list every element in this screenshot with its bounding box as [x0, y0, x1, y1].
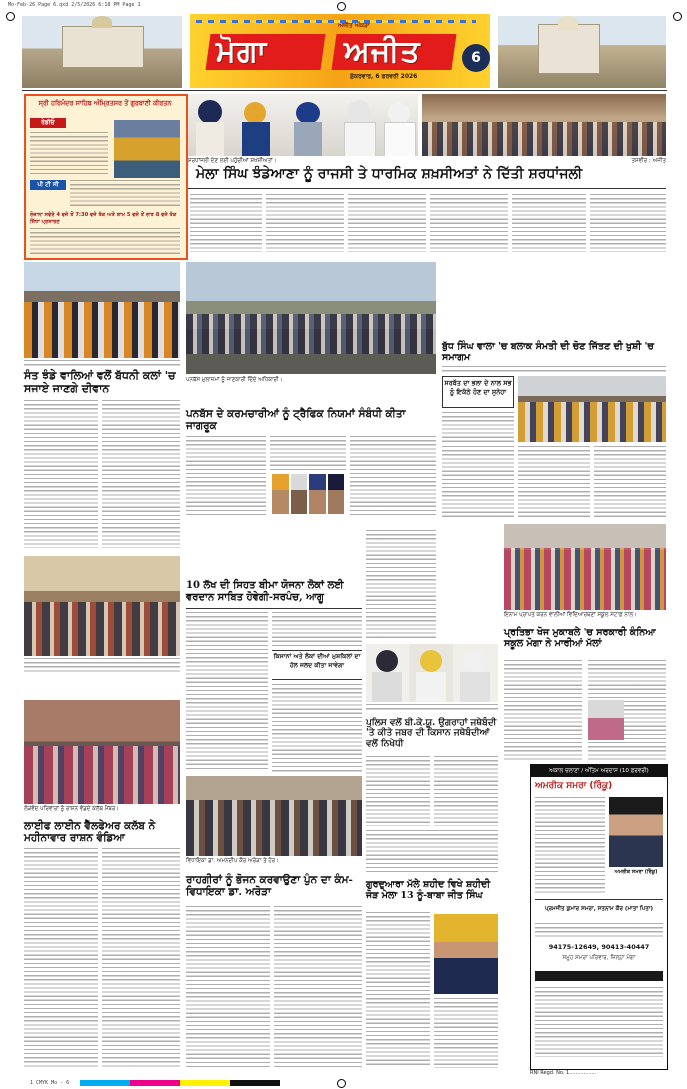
panbus-photo — [186, 262, 436, 374]
police-text-col-1 — [366, 756, 430, 826]
main-text-col-3 — [348, 194, 426, 252]
obituary-imprint — [535, 987, 663, 1057]
obituary-name: ਅਮਰੀਕ ਸਮਰਾ (ਰਿੰਕੂ) — [535, 781, 613, 791]
pratibha-headline: ਪ੍ਰਤਿਭਾ ਖੋਜ ਮੁਕਾਬਲੇ 'ਚ ਸਰਕਾਰੀ ਕੰਨਿਆ ਸਕੂਲ ਮੋਗਾ ਨੇ ਮਾਰੀਆਂ ਮੱਲਾਂ — [504, 627, 656, 649]
seated-group-caption — [24, 658, 180, 672]
registration-mark — [337, 2, 346, 11]
main-text-col-4 — [430, 194, 508, 252]
lifeline-headline: ਲਾਈਫ ਲਾਈਨ ਵੈੱਲਫੇਅਰ ਕਲੱਬ ਨੇ ਮਹੀਨਾਵਾਰ ਰਾਸ਼ਨ ਵੰਡਿਆ — [24, 820, 156, 845]
obituary-photo — [609, 797, 663, 867]
panbus-headline: ਪਨਬੱਸ ਦੇ ਕਰਮਚਾਰੀਆਂ ਨੂੰ ਟ੍ਰੈਫਿਕ ਨਿਯਮਾਂ ਸੰਬੰਧੀ ਕੀਤਾ ਜਾਗਰੂਕ — [186, 408, 406, 433]
masthead-date: ਸ਼ੁੱਕਰਵਾਰ, 6 ਫਰਵਰੀ 2026 — [350, 73, 418, 80]
sant-text-col-1 — [24, 400, 98, 548]
masthead-right-photo — [498, 16, 666, 88]
print-slug-top: Mo-Feb-26 Page 6.qxd 2/5/2026 6:18 PM Page 1 — [8, 2, 141, 8]
obituary-contact: 94175-12649, 90413-40447 — [548, 943, 650, 951]
headline-rule — [188, 188, 666, 189]
police-text-col-2 — [434, 756, 498, 826]
promo-text-3 — [30, 228, 180, 254]
obituary-family: ਪ੍ਰਮਜੀਤ ਕੁਮਾਰ ਸਮਰਾ, ਸਤਨਾਮ ਕੌਰ (ਮਾਤਾ ਪਿਤਾ) — [544, 906, 654, 912]
pratibha-portrait — [588, 700, 624, 740]
sehat-headline: 10 ਲੱਖ ਦੀ ਸਿਹਤ ਬੀਮਾ ਯੋਜਨਾ ਲੋਕਾਂ ਲਈ ਵਰਦਾਨ ਸਾਬਿਤ ਹੋਵੇਗੀ-ਸਰਪੰਚ, ਆਗੂ — [186, 580, 344, 603]
gurdwara-headline: ਗੁਰਦੁਆਰਾ ਮੱਲੇ ਸ਼ਹੀਦ ਵਿਖੇ ਸ਼ਹੀਦੀ ਜੋੜ ਮੇਲਾ 13 ਨੂੰ-ਬਾਬਾ ਜੀਤ ਸਿੰਘ — [366, 879, 491, 901]
rahgir-headline: ਰਾਹਗੀਰਾਂ ਨੂੰ ਭੋਜਨ ਕਰਵਾਉਣਾ ਪੁੰਨ ਦਾ ਕੰਮ- ਵਿਧਾਇਕਾ ਡਾ. ਅਰੋੜਾ — [186, 874, 353, 899]
obituary-photo-caption: ਅਮਰੀਕ ਸਮਰਾ (ਰਿੰਕੂ) — [614, 869, 658, 875]
registration-mark — [6, 12, 15, 21]
pratibha-photo — [504, 524, 666, 610]
budh-headline: ਬੁੱਧ ਸਿੰਘ ਵਾਲਾ 'ਚ ਬਲਾਕ ਸੰਮਤੀ ਦੀ ਚੋਣ ਜਿੱਤਣ ਦੀ ਖੁਸ਼ੀ 'ਚ ਸਮਾਗਮ — [442, 341, 654, 363]
panbus-text-col-2 — [270, 436, 346, 470]
main-text-col-1 — [190, 194, 262, 252]
seated-group-photo — [24, 556, 180, 656]
budh-text-col-4 — [594, 446, 666, 518]
promo-text-2 — [70, 180, 180, 208]
panbus-portraits — [272, 474, 344, 514]
main-text-col-5 — [512, 194, 586, 252]
rahgir-caption: ਵਿਧਾਇਕਾ ਡਾ. ਅਮਨਦੀਪ ਕੌਰ ਅਰੋੜਾ ਤੇ ਹੋਰ। — [186, 858, 279, 864]
rahgir-photo — [186, 776, 362, 856]
sehat-text-col-3 — [366, 530, 436, 640]
panbus-caption: ਪਨਬੱਸ ਮੁਲਾਜ਼ਮਾਂ ਨੂੰ ਜਾਣਕਾਰੀ ਦਿੰਦੇ ਅਧਿਕਾਰੀ। — [186, 377, 283, 383]
masthead-title-moga: ਮੋਗਾ — [216, 34, 268, 69]
panbus-text-col-1 — [186, 436, 266, 518]
sant-text-col-2 — [102, 400, 180, 548]
promo-box — [24, 94, 188, 260]
main-photo-gathering — [422, 94, 666, 156]
masthead-title-ajit: ਅਜੀਤ — [344, 34, 421, 69]
gurdwara-text-col-1 — [366, 912, 430, 1068]
pratibha-caption: ਇਨਾਮ ਪ੍ਰਾਪਤ ਕਰਨ ਵਾਲੀਆਂ ਵਿਦਿਆਰਥਣਾਂ ਸਕੂਲ ਸਟਾਫ਼ ਨਾਲ। — [504, 612, 637, 618]
print-line: RNI Regd. No. 1................. — [530, 1070, 597, 1076]
main-photo-credit: ਤਸਵੀਰ : ਅਜੀਤ — [631, 158, 666, 164]
obituary-text — [535, 797, 605, 893]
police-portraits — [366, 644, 498, 702]
obituary-family-text — [535, 923, 663, 939]
page-number-badge: 6 — [462, 44, 490, 72]
obituary-rule — [535, 899, 663, 900]
sehat-rule — [186, 608, 362, 609]
gurdwara-text-col-2 — [434, 998, 498, 1068]
sehat-pullquote: ਕਿਸਾਨਾਂ ਅਤੇ ਲੋਕਾਂ ਦੀਆਂ ਮੁਸ਼ਕਿਲਾਂ ਦਾ ਹੱਲ ਜਲਦ ਕੀਤਾ ਜਾਵੇਗਾ — [272, 650, 362, 680]
obituary-box — [530, 764, 668, 1070]
promo-text-1 — [30, 132, 108, 174]
budh-text-col-2 — [442, 446, 514, 518]
masthead-left-photo — [22, 16, 182, 88]
promo-chip-ptc: ਪੀ ਟੀ ਸੀ — [30, 180, 66, 190]
obituary-strip — [535, 971, 663, 981]
main-text-col-6 — [590, 194, 666, 252]
panbus-text-col-3 — [350, 436, 436, 518]
main-text-col-2 — [266, 194, 344, 252]
budh-text-col-1 — [442, 412, 514, 442]
budh-text-col-3 — [518, 446, 590, 518]
print-slug-bottom: 1 CMYK Mo - 6 — [30, 1080, 70, 1086]
sant-photo — [24, 262, 180, 358]
promo-chip-radio: ਰੇਡੀਓ — [30, 118, 66, 128]
golden-temple-photo — [114, 120, 180, 178]
lifeline-caption: ਲੋੜਵੰਦ ਪਰਿਵਾਰਾਂ ਨੂੰ ਰਾਸ਼ਨ ਵੰਡਦੇ ਕਲੱਬ ਮੈਂਬਰ। — [24, 806, 119, 812]
sehat-text-col-1 — [186, 612, 268, 772]
police-caption — [366, 704, 498, 712]
promo-footer: ਰੋਜ਼ਾਨਾ ਸਵੇਰੇ 4 ਵਜੇ ਤੋਂ 7:30 ਵਜੇ ਤੱਕ ਅਤੇ ਸ਼ਾਮ 5 ਵਜੇ ਤੋਂ ਰਾਤ 8 ਵਜੇ ਤੱਕ ਸਿੱਧਾ ਪ੍ਰਸਾਰਣ — [30, 212, 177, 225]
budh-subline — [442, 366, 666, 374]
obituary-header: ਅਕਾਲ ਚਲਾਣਾ / ਅੰਤਿਮ ਅਰਦਾਸ (10 ਫ਼ਰਵਰੀ) — [531, 765, 667, 777]
main-photo-caption: ਸ਼ਰਧਾਂਜਲੀ ਦੇਣ ਲਈ ਪਹੁੰਚੀਆਂ ਸ਼ਖਸੀਅਤਾਂ। — [188, 158, 277, 164]
main-photo-dignitaries — [188, 94, 418, 156]
baba-portrait — [434, 914, 498, 994]
sehat-text-col-2b — [272, 684, 362, 772]
masthead-rule — [22, 90, 667, 91]
lifeline-text-col-1 — [24, 848, 98, 1068]
pratibha-text-col-1 — [504, 660, 582, 760]
police-headline: ਪੁਲਿਸ ਵਲੋਂ ਬੀ.ਕੇ.ਯੂ. ਉਗਰਾਹਾਂ ਜਥੇਬੰਦੀ 'ਤੇ ਕੀਤੇ ਜਬਰ ਦੀ ਕਿਸਾਨ ਜਥੇਬੰਦੀਆਂ ਵਲੋਂ ਨਿਖੇਧੀ — [366, 718, 497, 749]
sant-headline: ਸੰਤ ਝੰਡੇ ਵਾਲਿਆਂ ਵਲੋਂ ਬੱਧਨੀ ਕਲਾਂ 'ਚ ਸਜਾਏ ਜਾਣਗੇ ਦੀਵਾਨ — [24, 369, 176, 395]
gurdwara-text-top — [366, 830, 498, 874]
lifeline-text-col-2 — [102, 848, 180, 1068]
promo-title: ਸ੍ਰੀ ਹਰਿਮੰਦਰ ਸਾਹਿਬ ਅੰਮ੍ਰਿਤਸਰ ਤੋਂ ਗੁਰਬਾਣੀ ਕੀਰਤਨ — [38, 99, 172, 107]
budh-callout: ਸਰਬੱਤ ਦਾ ਭਲਾ ਦੇ ਨਾਲ ਸਭ ਨੂੰ ਇਕੱਠੇ ਹੋਣ ਦਾ ਸੁਨੇਹਾ — [442, 376, 514, 408]
registration-mark — [337, 1079, 346, 1088]
budh-photo — [518, 376, 666, 442]
obituary-footer: ਸਮੂਹ ਸਮਰਾ ਪਰਿਵਾਰ, ਜ਼ਿਲ੍ਹਾ ਮੋਗਾ — [562, 955, 636, 961]
sant-caption — [24, 360, 180, 368]
main-headline: ਮੇਲਾ ਸਿੰਘ ਝੰਡੇਆਣਾ ਨੂੰ ਰਾਜਸੀ ਤੇ ਧਾਰਮਿਕ ਸ਼ਖ਼ਸੀਅਤਾਂ ਨੇ ਦਿੱਤੀ ਸ਼ਰਧਾਂਜਲੀ — [196, 166, 583, 182]
sehat-text-col-2a — [272, 612, 362, 646]
masthead-pattern — [196, 20, 476, 23]
rahgir-text-col-1 — [186, 906, 270, 1070]
women-group-photo — [24, 700, 180, 804]
registration-mark — [673, 12, 682, 21]
rahgir-text-col-2 — [274, 906, 362, 1070]
masthead-label: ਅਜੀਤ ਅੰਕੜਾ — [338, 22, 370, 29]
color-bar — [80, 1080, 280, 1086]
